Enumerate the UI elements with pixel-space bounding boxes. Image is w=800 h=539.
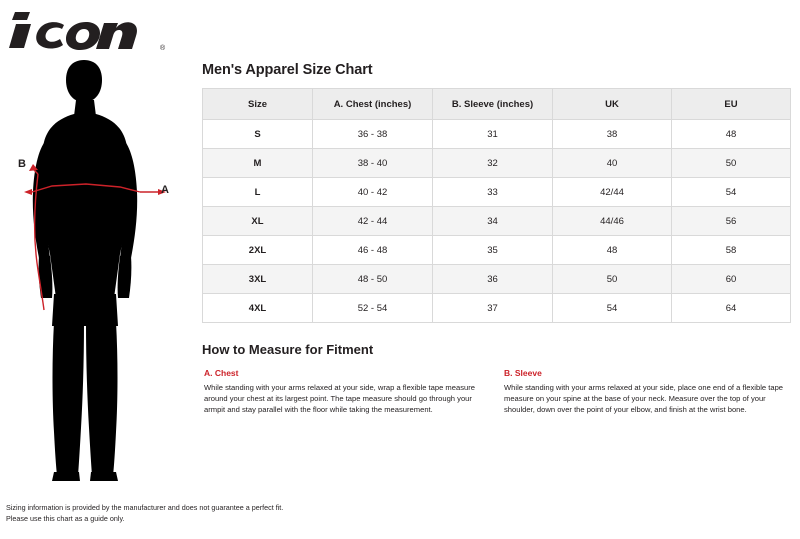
cell-chest: 52 - 54 bbox=[313, 294, 433, 323]
cell-uk: 40 bbox=[553, 149, 672, 178]
cell-eu: 56 bbox=[672, 207, 791, 236]
cell-uk: 48 bbox=[553, 236, 672, 265]
table-header-row bbox=[203, 89, 791, 120]
measurement-label-b: B bbox=[18, 158, 26, 170]
cell-size: S bbox=[203, 120, 313, 149]
chest-instructions: While standing with your arms relaxed at your side, wrap a flexible tape measure around your chest at its largest point. The tape measure should go through your armpit and stay parallel with the floor while taking the measurement. bbox=[204, 383, 475, 414]
sleeve-instructions: While standing with your arms relaxed at your side, place one end of a flexible tape measure on your spine at the base of your neck. Measure over the top of your shoulder, down over the point of your elbow, and finish at the wrist bone. bbox=[504, 383, 784, 414]
column-header-uk: UK bbox=[553, 89, 672, 120]
how-to-measure-title: How to Measure for Fitment bbox=[202, 342, 374, 357]
cell-size: XL bbox=[203, 207, 313, 236]
column-header-chest: A. Chest (inches) bbox=[313, 89, 433, 120]
page-title: Men's Apparel Size Chart bbox=[202, 62, 373, 78]
how-to-measure-sleeve bbox=[504, 368, 789, 415]
cell-size: 3XL bbox=[203, 265, 313, 294]
brand-logo bbox=[8, 8, 183, 54]
cell-uk: 54 bbox=[553, 294, 672, 323]
disclaimer-line-1: Sizing information is provided by the manufacturer and does not guarantee a perfect fit. bbox=[6, 503, 284, 512]
table-row bbox=[203, 149, 791, 178]
cell-eu: 58 bbox=[672, 236, 791, 265]
cell-size: 2XL bbox=[203, 236, 313, 265]
how-to-measure-chest bbox=[204, 368, 489, 415]
cell-size: M bbox=[203, 149, 313, 178]
cell-chest: 48 - 50 bbox=[313, 265, 433, 294]
table-row bbox=[203, 178, 791, 207]
cell-sleeve: 32 bbox=[433, 149, 553, 178]
cell-uk: 50 bbox=[553, 265, 672, 294]
column-header-sleeve: B. Sleeve (inches) bbox=[433, 89, 553, 120]
table-row bbox=[203, 207, 791, 236]
cell-eu: 54 bbox=[672, 178, 791, 207]
column-header-size: Size bbox=[203, 89, 313, 120]
cell-chest: 38 - 40 bbox=[313, 149, 433, 178]
sleeve-heading: B. Sleeve bbox=[504, 368, 542, 378]
table-row bbox=[203, 294, 791, 323]
cell-eu: 64 bbox=[672, 294, 791, 323]
cell-uk: 38 bbox=[553, 120, 672, 149]
size-chart-table bbox=[202, 88, 791, 323]
cell-sleeve: 35 bbox=[433, 236, 553, 265]
table-row bbox=[203, 236, 791, 265]
cell-eu: 48 bbox=[672, 120, 791, 149]
cell-eu: 50 bbox=[672, 149, 791, 178]
column-header-eu: EU bbox=[672, 89, 791, 120]
cell-chest: 40 - 42 bbox=[313, 178, 433, 207]
cell-uk: 42/44 bbox=[553, 178, 672, 207]
cell-eu: 60 bbox=[672, 265, 791, 294]
cell-chest: 42 - 44 bbox=[313, 207, 433, 236]
disclaimer bbox=[6, 503, 283, 525]
table-row bbox=[203, 120, 791, 149]
cell-uk: 44/46 bbox=[553, 207, 672, 236]
table-row bbox=[203, 265, 791, 294]
chest-heading: A. Chest bbox=[204, 368, 239, 378]
cell-chest: 36 - 38 bbox=[313, 120, 433, 149]
cell-size: L bbox=[203, 178, 313, 207]
disclaimer-line-2: Please use this chart as a guide only. bbox=[6, 513, 125, 523]
svg-text:®: ® bbox=[160, 45, 166, 52]
cell-sleeve: 31 bbox=[433, 120, 553, 149]
measurement-label-a: A bbox=[161, 184, 169, 196]
cell-sleeve: 34 bbox=[433, 207, 553, 236]
cell-chest: 46 - 48 bbox=[313, 236, 433, 265]
cell-size: 4XL bbox=[203, 294, 313, 323]
cell-sleeve: 37 bbox=[433, 294, 553, 323]
cell-sleeve: 36 bbox=[433, 265, 553, 294]
mannequin-figure bbox=[8, 58, 188, 483]
cell-sleeve: 33 bbox=[433, 178, 553, 207]
